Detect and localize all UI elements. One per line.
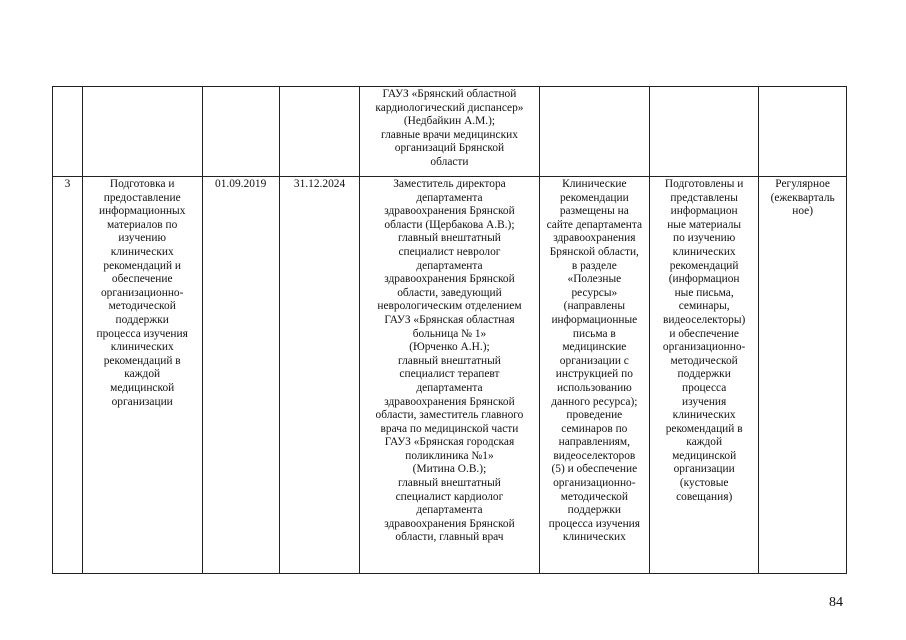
cell-start-date [202,87,279,177]
cell-end-date: 31.12.2024 [279,177,359,574]
page-number: 84 [829,595,843,610]
cell-responsible: ГАУЗ «Брянский областной кардиологический диспансер» (Недбайкин А.М.); главные врачи медицинских организаций Брянской области [360,87,539,177]
cell-start-date: 01.09.2019 [202,177,279,574]
cell-task: Подготовка и предоставление информационных материалов по изучению клинических рекомендаций и обеспечение организационно- методической поддержки процесса изучения клинических рекомендаций в каждой медицинской организации [82,177,202,574]
cell-indicator [650,87,759,177]
cell-number: 3 [53,177,83,574]
cell-task [82,87,202,177]
table-row-3 [53,177,847,574]
cell-end-date [279,87,359,177]
cell-type [759,87,847,177]
cell-number [53,87,83,177]
plan-table [52,86,847,574]
cell-type: Регулярное (ежекварталь ное) [759,177,847,574]
cell-result [539,87,649,177]
cell-result: Клинические рекомендации размещены на сайте департамента здравоохранения Брянской области, в разделе «Полезные ресурсы» (направлены информационные письма в медицинские организации с инструкцией по использованию данного ресурса); проведение семинаров по направлениям, видеоселекторов (5) и обеспечение организационно- методической поддержки процесса изучения клинических [539,177,649,574]
cell-indicator: Подготовлены и представлены информацион ные материалы по изучению клинических рекомендаций (информацион ные письма, семинары, видеоселекторы) и обеспечение организационно- методической поддержки процесса изучения клинических рекомендаций в каждой медицинской организации (кустовые совещания) [650,177,759,574]
table-row-continued [53,87,847,177]
cell-responsible: Заместитель директора департамента здравоохранения Брянской области (Щербакова А.В.); главный внештатный специалист невролог департамента здравоохранения Брянской области, заведующий неврологическим отделением ГАУЗ «Брянская областная больница № 1» (Юрченко А.Н.); главный внештатный специалист терапевт департамента здравоохранения Брянской области, заместитель главного врача по медицинской части ГАУЗ «Брянская городская поликлиника №1» (Митина О.В.); главный внештатный специалист кардиолог департамента здравоохранения Брянской области, главный врач [360,177,539,574]
